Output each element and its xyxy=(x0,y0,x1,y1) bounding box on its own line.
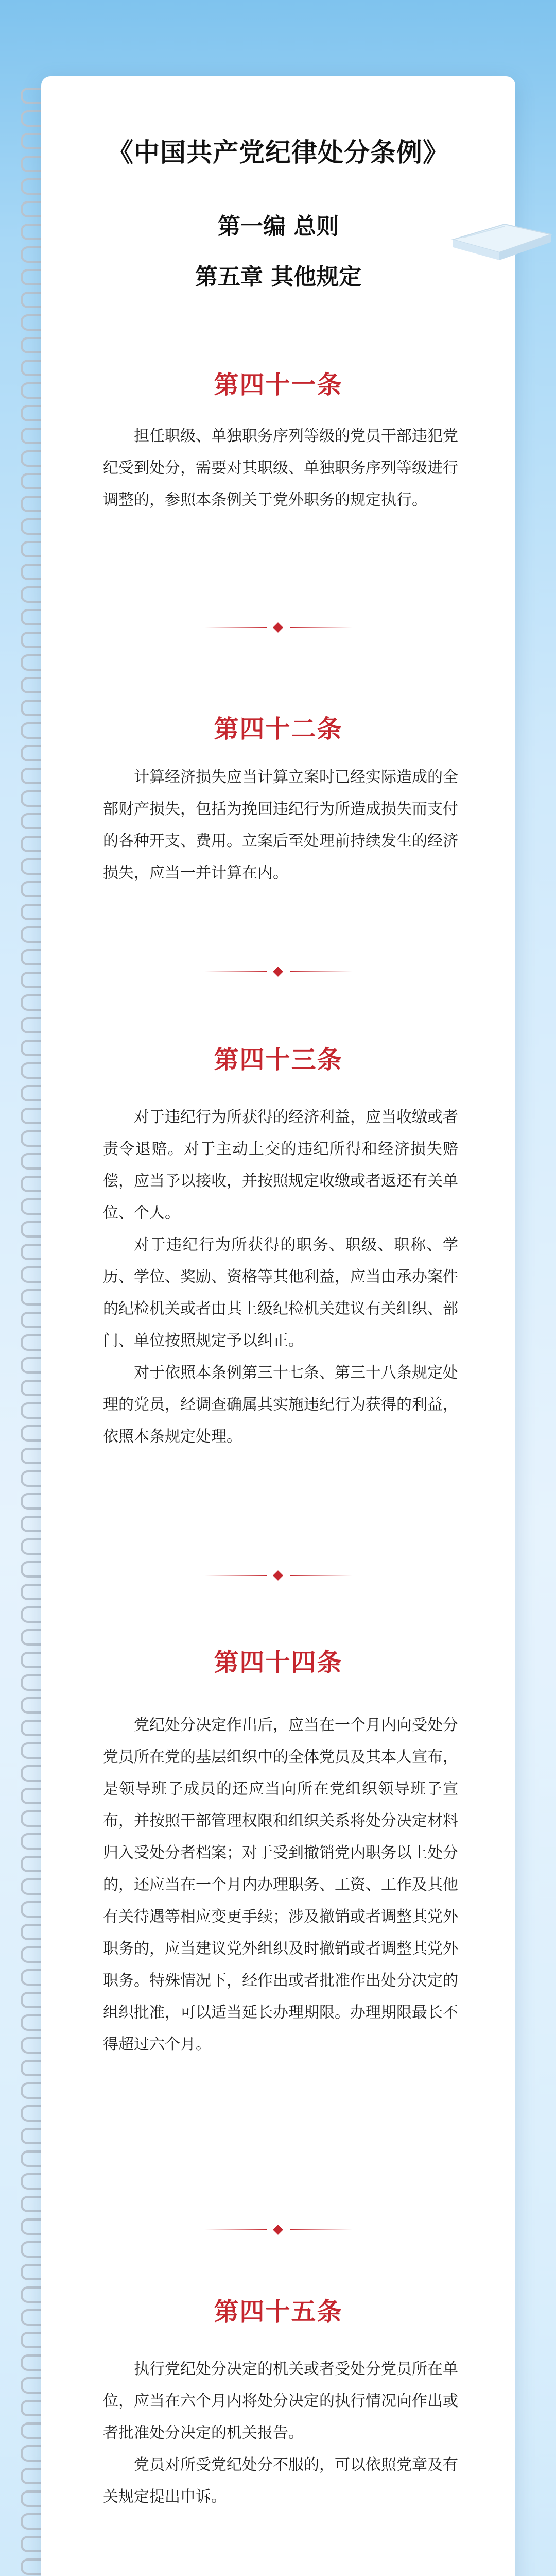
article-42-body xyxy=(103,761,458,889)
article-41-title: 第四十一条 xyxy=(214,370,343,399)
article-42-title: 第四十二条 xyxy=(214,715,343,743)
article-paragraph: 对于违纪行为所获得的职务、职级、职称、学历、学位、奖励、资格等其他利益，应当由承办案件的纪检机关或者由其上级纪检机关建议有关组织、部门、单位按照规定予以纠正。 xyxy=(103,1236,458,1350)
article-41-body xyxy=(103,420,458,516)
article-44-body xyxy=(103,1709,458,2061)
section-divider xyxy=(205,967,352,977)
article-44-title: 第四十四条 xyxy=(214,1648,343,1677)
document-title: 《中国共产党纪律处分条例》 xyxy=(108,138,449,167)
article-paragraph: 计算经济损失应当计算立案时已经实际造成的全部财产损失，包括为挽回违纪行为所造成损失而支付的各种开支、费用。立案后至处理前持续发生的经济损失，应当一并计算在内。 xyxy=(103,768,458,882)
article-45-title: 第四十五条 xyxy=(214,2297,343,2326)
article-43-body xyxy=(103,1101,458,1453)
article-paragraph: 党纪处分决定作出后，应当在一个月内向受处分党员所在党的基层组织中的全体党员及其本人宣布，是领导班子成员的还应当向所在党组织领导班子宣布，并按照干部管理权限和组织关系将处分决定材料归入受处分者档案；对于受到撤销党内职务以上处分的，还应当在一个月内办理职务、工资、工作及其他有关待遇等相应变更手续；涉及撤销或者调整其党外职务的，应当建议党外组织及时撤销或者调整其党外职务。特殊情况下，经作出或者批准作出处分决定的组织批准，可以适当延长办理期限。办理期限最长不得超过六个月。 xyxy=(103,1716,458,2054)
section-divider xyxy=(205,622,352,633)
article-43-title: 第四十三条 xyxy=(214,1045,343,1074)
article-paragraph: 党员对所受党纪处分不服的，可以依照党章及有关规定提出申诉。 xyxy=(103,2456,458,2506)
article-paragraph: 对于依照本条例第三十七条、第三十八条规定处理的党员，经调查确属其实施违纪行为获得的利益，依照本条规定处理。 xyxy=(103,1364,458,1446)
section-divider xyxy=(205,1570,352,1581)
article-paragraph: 担任职级、单独职务序列等级的党员干部违犯党纪受到处分，需要对其职级、单独职务序列等级进行调整的，参照本条例关于党外职务的规定执行。 xyxy=(103,427,458,509)
section-divider xyxy=(205,2225,352,2235)
article-paragraph: 对于违纪行为所获得的经济利益，应当收缴或者责令退赔。对于主动上交的违纪所得和经济损失赔偿，应当予以接收，并按照规定收缴或者返还有关单位、个人。 xyxy=(103,1108,458,1222)
part-title: 第一编 总则 xyxy=(217,213,339,240)
chapter-title: 第五章 其他规定 xyxy=(195,264,362,290)
article-45-body xyxy=(103,2353,458,2513)
article-paragraph: 执行党纪处分决定的机关或者受处分党员所在单位，应当在六个月内将处分决定的执行情况向作出或者批准处分决定的机关报告。 xyxy=(103,2360,458,2442)
